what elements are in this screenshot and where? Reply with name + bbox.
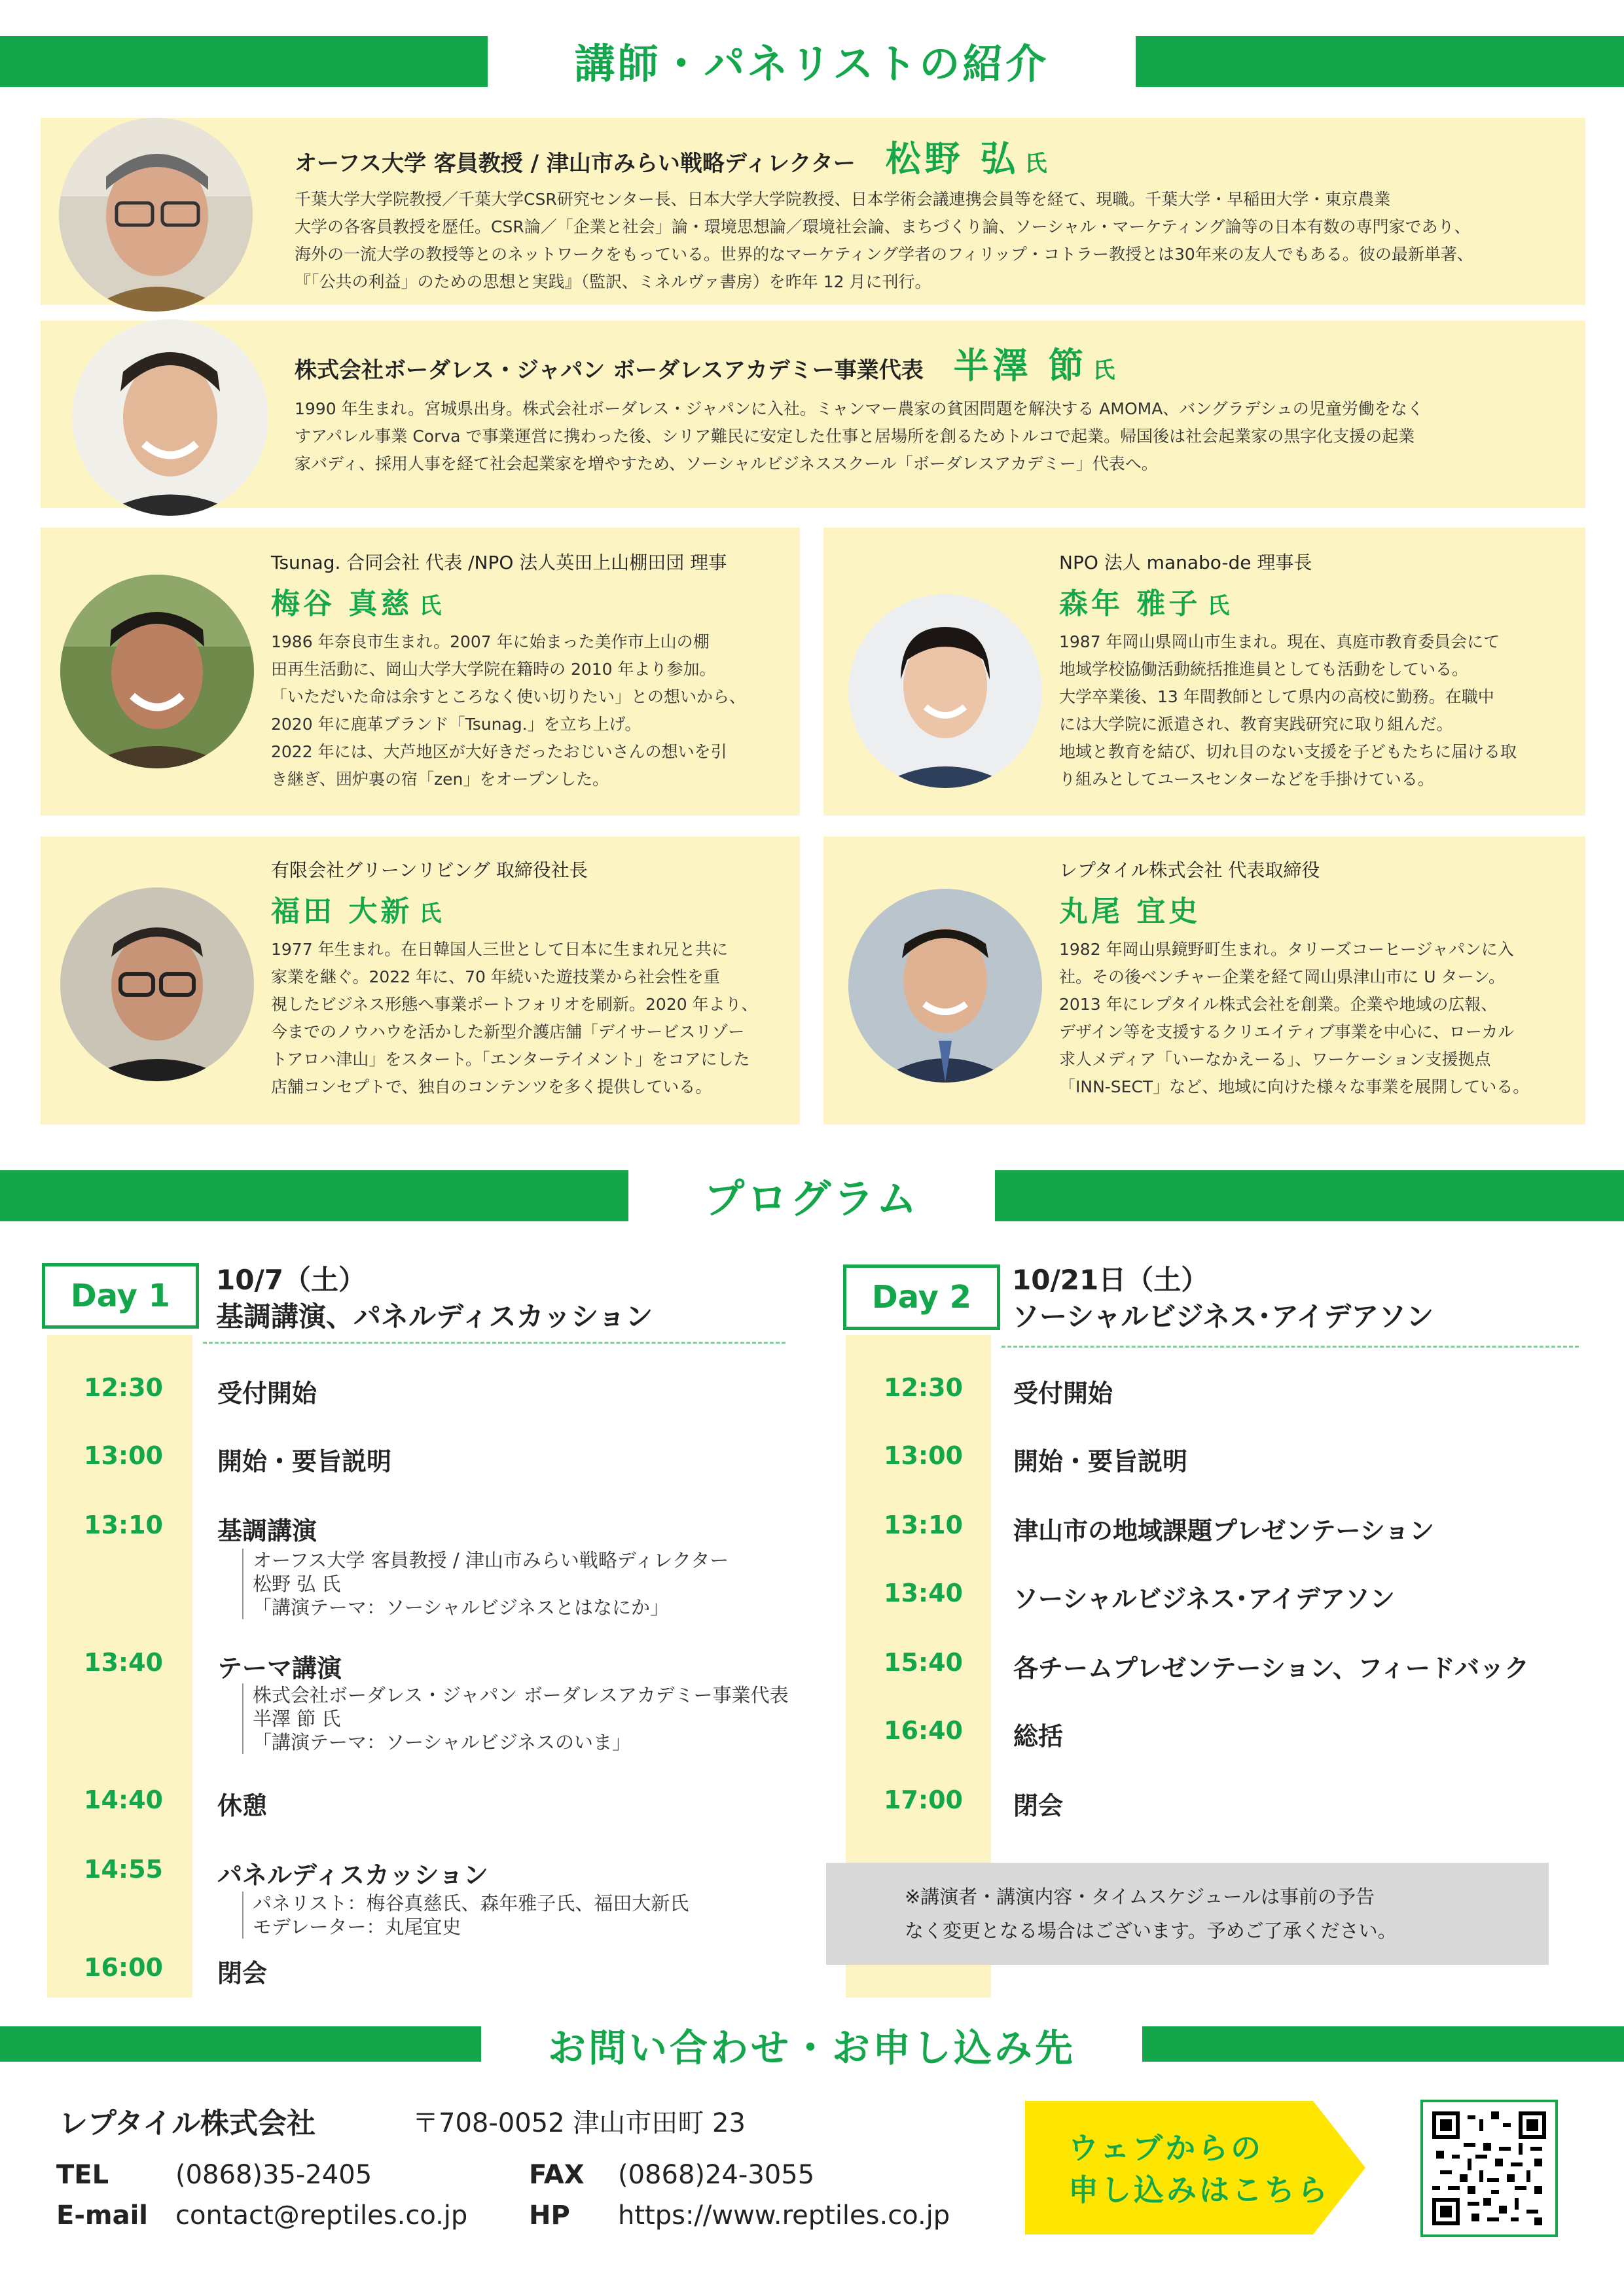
section-bar-left <box>0 2026 481 2062</box>
speaker-name: 丸尾 宜史 <box>1059 895 1201 928</box>
hp-link[interactable]: https://www.reptiles.co.jp <box>618 2200 950 2231</box>
company-name: レプタイル株式会社 <box>59 2107 316 2140</box>
schedule-note <box>826 1863 1549 1965</box>
tel-label: TEL <box>56 2160 109 2190</box>
time-label: 14:55 <box>84 1855 163 1884</box>
speaker-name: 福田 大新 <box>271 895 413 928</box>
speaker-name-maruo <box>1059 888 1200 929</box>
time-label: 12:30 <box>84 1373 163 1402</box>
bio-line: 『「公共の利益」のための思想と実践』（監訳、ミネルヴァ書房）を昨年 12 月に刊行。 <box>295 272 931 291</box>
bio-line: 社。その後ベンチャー企業を経て岡山県津山市に U ターン。 <box>1059 967 1505 986</box>
time-label: 14:40 <box>84 1785 163 1814</box>
speaker-affiliation-maruo: レプタイル株式会社 代表取締役 <box>1059 859 1320 881</box>
bio-line: 地域学校協働活動統括推進員としても活動をしている。 <box>1059 660 1469 679</box>
tel-value: (0868)35-2405 <box>175 2160 372 2190</box>
bio-line: 「INN-SECT」など、地域に向けた様々な事業を展開している。 <box>1059 1077 1530 1096</box>
detail-line: 半澤 節 氏 <box>253 1708 341 1730</box>
schedule-event: パネルディスカッション <box>217 1861 488 1890</box>
cta-line: ウェブからの <box>1068 2130 1264 2166</box>
fax-label: FAX <box>529 2160 585 2190</box>
day1-label: Day 1 <box>42 1263 199 1329</box>
time-label: 13:00 <box>84 1441 163 1470</box>
speaker-name: 梅谷 真慈 <box>271 587 413 620</box>
section-bar-right <box>1136 36 1624 87</box>
bio-line: 「いただいた命は余すところなく使い切りたい」との想いから、 <box>271 687 746 706</box>
section-bar-left <box>0 36 488 87</box>
time-label: 13:40 <box>84 1648 163 1677</box>
honorific: 氏 <box>1207 593 1233 619</box>
program-title: プログラム <box>704 1175 920 1223</box>
bio-line: 1977 年生まれ。在日韓国人三世として日本に生まれ兄と共に <box>271 940 729 959</box>
bio-line: 2020 年に鹿革ブランド「Tsunag.」を立ち上げ。 <box>271 715 641 734</box>
speaker-bio-hanzawa <box>295 395 1558 478</box>
schedule-event: ソーシャルビジネス･アイデアソン <box>1013 1585 1395 1613</box>
time-label: 17:00 <box>884 1785 963 1814</box>
speaker-name: 松野 弘 <box>885 138 1020 179</box>
speaker-photo-umetani <box>60 575 254 768</box>
schedule-event: テーマ講演 <box>217 1654 342 1683</box>
honorific: 氏 <box>1092 357 1115 384</box>
honorific: 氏 <box>1024 151 1047 177</box>
event-details <box>242 1549 729 1619</box>
bio-line: 求人メディア「いーなかえーる」、ワーケーション支援拠点 <box>1059 1050 1491 1069</box>
event-details <box>242 1683 789 1754</box>
speaker-affiliation: オーフス大学 客員教授 / 津山市みらい戦略ディレクター <box>295 151 856 177</box>
detail-line: 「講演テーマ：ソーシャルビジネスとはなにか」 <box>253 1596 669 1619</box>
bio-line: デザイン等を支援するクリエイティブ事業を中心に、ローカル <box>1059 1022 1515 1041</box>
speaker-bio-umetani <box>271 628 788 793</box>
honorific: 氏 <box>419 901 445 927</box>
speaker-affiliation: 株式会社ボーダレス・ジャパン ボーダレスアカデミー事業代表 <box>295 357 924 384</box>
time-label: 16:40 <box>884 1716 963 1745</box>
section-bar-right <box>1142 2026 1624 2062</box>
note-line: ※講演者・講演内容・タイムスケジュールは事前の予告 <box>905 1886 1375 1908</box>
day2-label: Day 2 <box>843 1265 1000 1330</box>
detail-line: モデレーター：丸尾宜史 <box>253 1916 461 1938</box>
detail-line: パネリスト：梅谷真慈氏、森年雅子氏、福田大新氏 <box>253 1892 689 1914</box>
schedule-event: 閉会 <box>217 1959 268 1988</box>
schedule-event: 基調講演 <box>217 1516 317 1545</box>
time-label: 13:10 <box>884 1511 963 1539</box>
bio-line: き継ぎ、囲炉裏の宿「zen」をオープンした。 <box>271 770 609 789</box>
bio-line: 視したビジネス形態へ事業ポートフォリオを刷新。2020 年より、 <box>271 995 758 1014</box>
schedule-event: 受付開始 <box>1013 1379 1113 1408</box>
cta-line: 申し込みはこちら <box>1068 2172 1330 2208</box>
speaker-affiliation-fukuda: 有限会社グリーンリビング 取締役社長 <box>271 859 588 881</box>
schedule-event: 各チームプレゼンテーション、フィードバック <box>1013 1654 1530 1683</box>
speaker-name-fukuda <box>271 888 444 929</box>
lecturers-title: 講師・パネリストの紹介 <box>574 40 1049 88</box>
time-label: 13:10 <box>84 1511 163 1539</box>
schedule-event: 開始・要旨説明 <box>1013 1447 1188 1476</box>
speaker-name-morotoshi <box>1059 580 1233 622</box>
bio-line: 地域と教育を結び、切れ目のない支援を子どもたちに届ける取 <box>1059 742 1517 761</box>
speaker-header-hanzawa <box>295 338 1115 388</box>
bio-line: 1990 年生まれ。宮城県出身。株式会社ボーダレス・ジャパンに入社。ミャンマー農家の貧困問題を解決する AMOMA、バングラデシュの児童労働をなく <box>295 399 1424 418</box>
speaker-photo-matsuno <box>59 118 253 312</box>
bio-line: 田再生活動に、岡山大学大学院在籍時の 2010 年より参加。 <box>271 660 716 679</box>
day2-header <box>1012 1262 1434 1335</box>
web-apply-label <box>1068 2127 1330 2211</box>
schedule-event: 津山市の地域課題プレゼンテーション <box>1013 1516 1434 1545</box>
section-bar-right <box>995 1170 1624 1221</box>
schedule-event: 開始・要旨説明 <box>217 1447 392 1476</box>
bio-line: トアロハ津山」をスタート。「エンターテイメント」をコアにした <box>271 1050 750 1069</box>
speaker-name-umetani <box>271 580 444 622</box>
day1-subtitle: 基調講演、パネルディスカッション <box>216 1300 653 1333</box>
bio-line: 大学卒業後、13 年間教師として県内の高校に勤務。在職中 <box>1059 687 1494 706</box>
day2-subtitle: ソーシャルビジネス･アイデアソン <box>1012 1300 1434 1333</box>
speaker-bio-matsuno <box>295 186 1558 296</box>
qr-code-icon[interactable] <box>1420 2100 1558 2237</box>
bio-line: り組みとしてユースセンターなどを手掛けている。 <box>1059 770 1434 789</box>
day1-date: 10/7（土） <box>216 1264 367 1296</box>
bio-line: 2013 年にレプタイル株式会社を創業。企業や地域の広報、 <box>1059 995 1498 1014</box>
speaker-bio-maruo <box>1059 936 1576 1101</box>
bio-line: 家バディ、採用人事を経て社会起業家を増やすため、ソーシャルビジネススクール「ボーダレスアカデミー」代表へ。 <box>295 454 1158 473</box>
speaker-photo-morotoshi <box>848 594 1042 788</box>
day2-divider <box>1001 1346 1579 1348</box>
speaker-bio-fukuda <box>271 936 788 1101</box>
time-label: 16:00 <box>84 1953 163 1982</box>
honorific: 氏 <box>419 593 445 619</box>
schedule-event: 休憩 <box>217 1791 268 1820</box>
note-line: なく変更となる場合はございます。予めご了承ください。 <box>905 1920 1397 1942</box>
contact-title: お問い合わせ・お申し込み先 <box>547 2026 1075 2070</box>
bio-line: 千葉大学大学院教授／千葉大学CSR研究センター長、日本大学大学院教授、日本学術会議連携会員等を経て、現職。千葉大学・早稲田大学・東京農業 <box>295 190 1391 209</box>
day2-date: 10/21日（土） <box>1012 1264 1209 1296</box>
bio-line: すアパレル事業 Corva で事業運営に携わった後、シリア難民に安定した仕事と居場所を創るためトルコで起業。帰国後は社会起業家の黒字化支援の起業 <box>295 427 1415 446</box>
bio-line: 1986 年奈良市生まれ。2007 年に始まった美作市上山の棚 <box>271 632 710 651</box>
day1-header <box>216 1262 653 1335</box>
schedule-event: 総括 <box>1013 1722 1064 1751</box>
bio-line: 店舗コンセプトで、独自のコンテンツを多く提供している。 <box>271 1077 712 1096</box>
speaker-name: 半澤 節 <box>953 345 1088 386</box>
bio-line: 家業を継ぐ。2022 年に、70 年続いた遊技業から社会性を重 <box>271 967 720 986</box>
speaker-header-matsuno <box>295 131 1047 181</box>
speaker-affiliation-umetani: Tsunag. 合同会社 代表 /NPO 法人英田上山棚田団 理事 <box>271 552 727 573</box>
detail-line: 松野 弘 氏 <box>253 1573 341 1595</box>
schedule-event: 受付開始 <box>217 1379 317 1408</box>
fax-value: (0868)24-3055 <box>618 2160 815 2190</box>
bio-line: 大学の各客員教授を歴任。CSR論／「企業と社会」論・環境思想論／環境社会論、まちづくり論、ソーシャル・マーケティング論等の日本有数の専門家であり、 <box>295 217 1471 236</box>
speaker-photo-hanzawa <box>72 319 268 516</box>
speaker-affiliation-morotoshi: NPO 法人 manabo-de 理事長 <box>1059 552 1312 573</box>
time-label: 12:30 <box>884 1373 963 1402</box>
speaker-photo-fukuda <box>60 888 254 1081</box>
speaker-bio-morotoshi <box>1059 628 1576 793</box>
bio-line: 今までのノウハウを活かした新型介護店舗「デイサービスリゾー <box>271 1022 745 1041</box>
email-link[interactable]: contact@reptiles.co.jp <box>175 2200 468 2231</box>
bio-line: には大学院に派遣され、教育実践研究に取り組んだ。 <box>1059 715 1453 734</box>
hp-label: HP <box>529 2200 570 2231</box>
speaker-photo-maruo <box>848 889 1042 1083</box>
event-details <box>242 1892 689 1939</box>
web-apply-button[interactable] <box>1025 2101 1365 2234</box>
section-bar-left <box>0 1170 628 1221</box>
detail-line: 「講演テーマ：ソーシャルビジネスのいま」 <box>253 1731 631 1753</box>
time-label: 15:40 <box>884 1648 963 1677</box>
bio-line: 1982 年岡山県鏡野町生まれ。タリーズコーヒージャパンに入 <box>1059 940 1514 959</box>
detail-line: オーフス大学 客員教授 / 津山市みらい戦略ディレクター <box>253 1549 729 1571</box>
bio-line: 1987 年岡山県岡山市生まれ。現在、真庭市教育委員会にて <box>1059 632 1500 651</box>
company-address: 〒708-0052 津山市田町 23 <box>412 2108 746 2138</box>
time-label: 13:00 <box>884 1441 963 1470</box>
schedule-event: 閉会 <box>1013 1791 1064 1820</box>
bio-line: 2022 年には、大芦地区が大好きだったおじいさんの想いを引 <box>271 742 727 761</box>
speaker-name: 森年 雅子 <box>1059 587 1201 620</box>
time-label: 13:40 <box>884 1579 963 1607</box>
day1-divider <box>203 1342 785 1344</box>
bio-line: 海外の一流大学の教授等とのネットワークをもっている。世界的なマーケティング学者のフィリップ・コトラー教授とは30年来の友人でもある。彼の最新単著、 <box>295 245 1473 264</box>
email-label: E-mail <box>56 2200 149 2231</box>
detail-line: 株式会社ボーダレス・ジャパン ボーダレスアカデミー事業代表 <box>253 1684 789 1706</box>
